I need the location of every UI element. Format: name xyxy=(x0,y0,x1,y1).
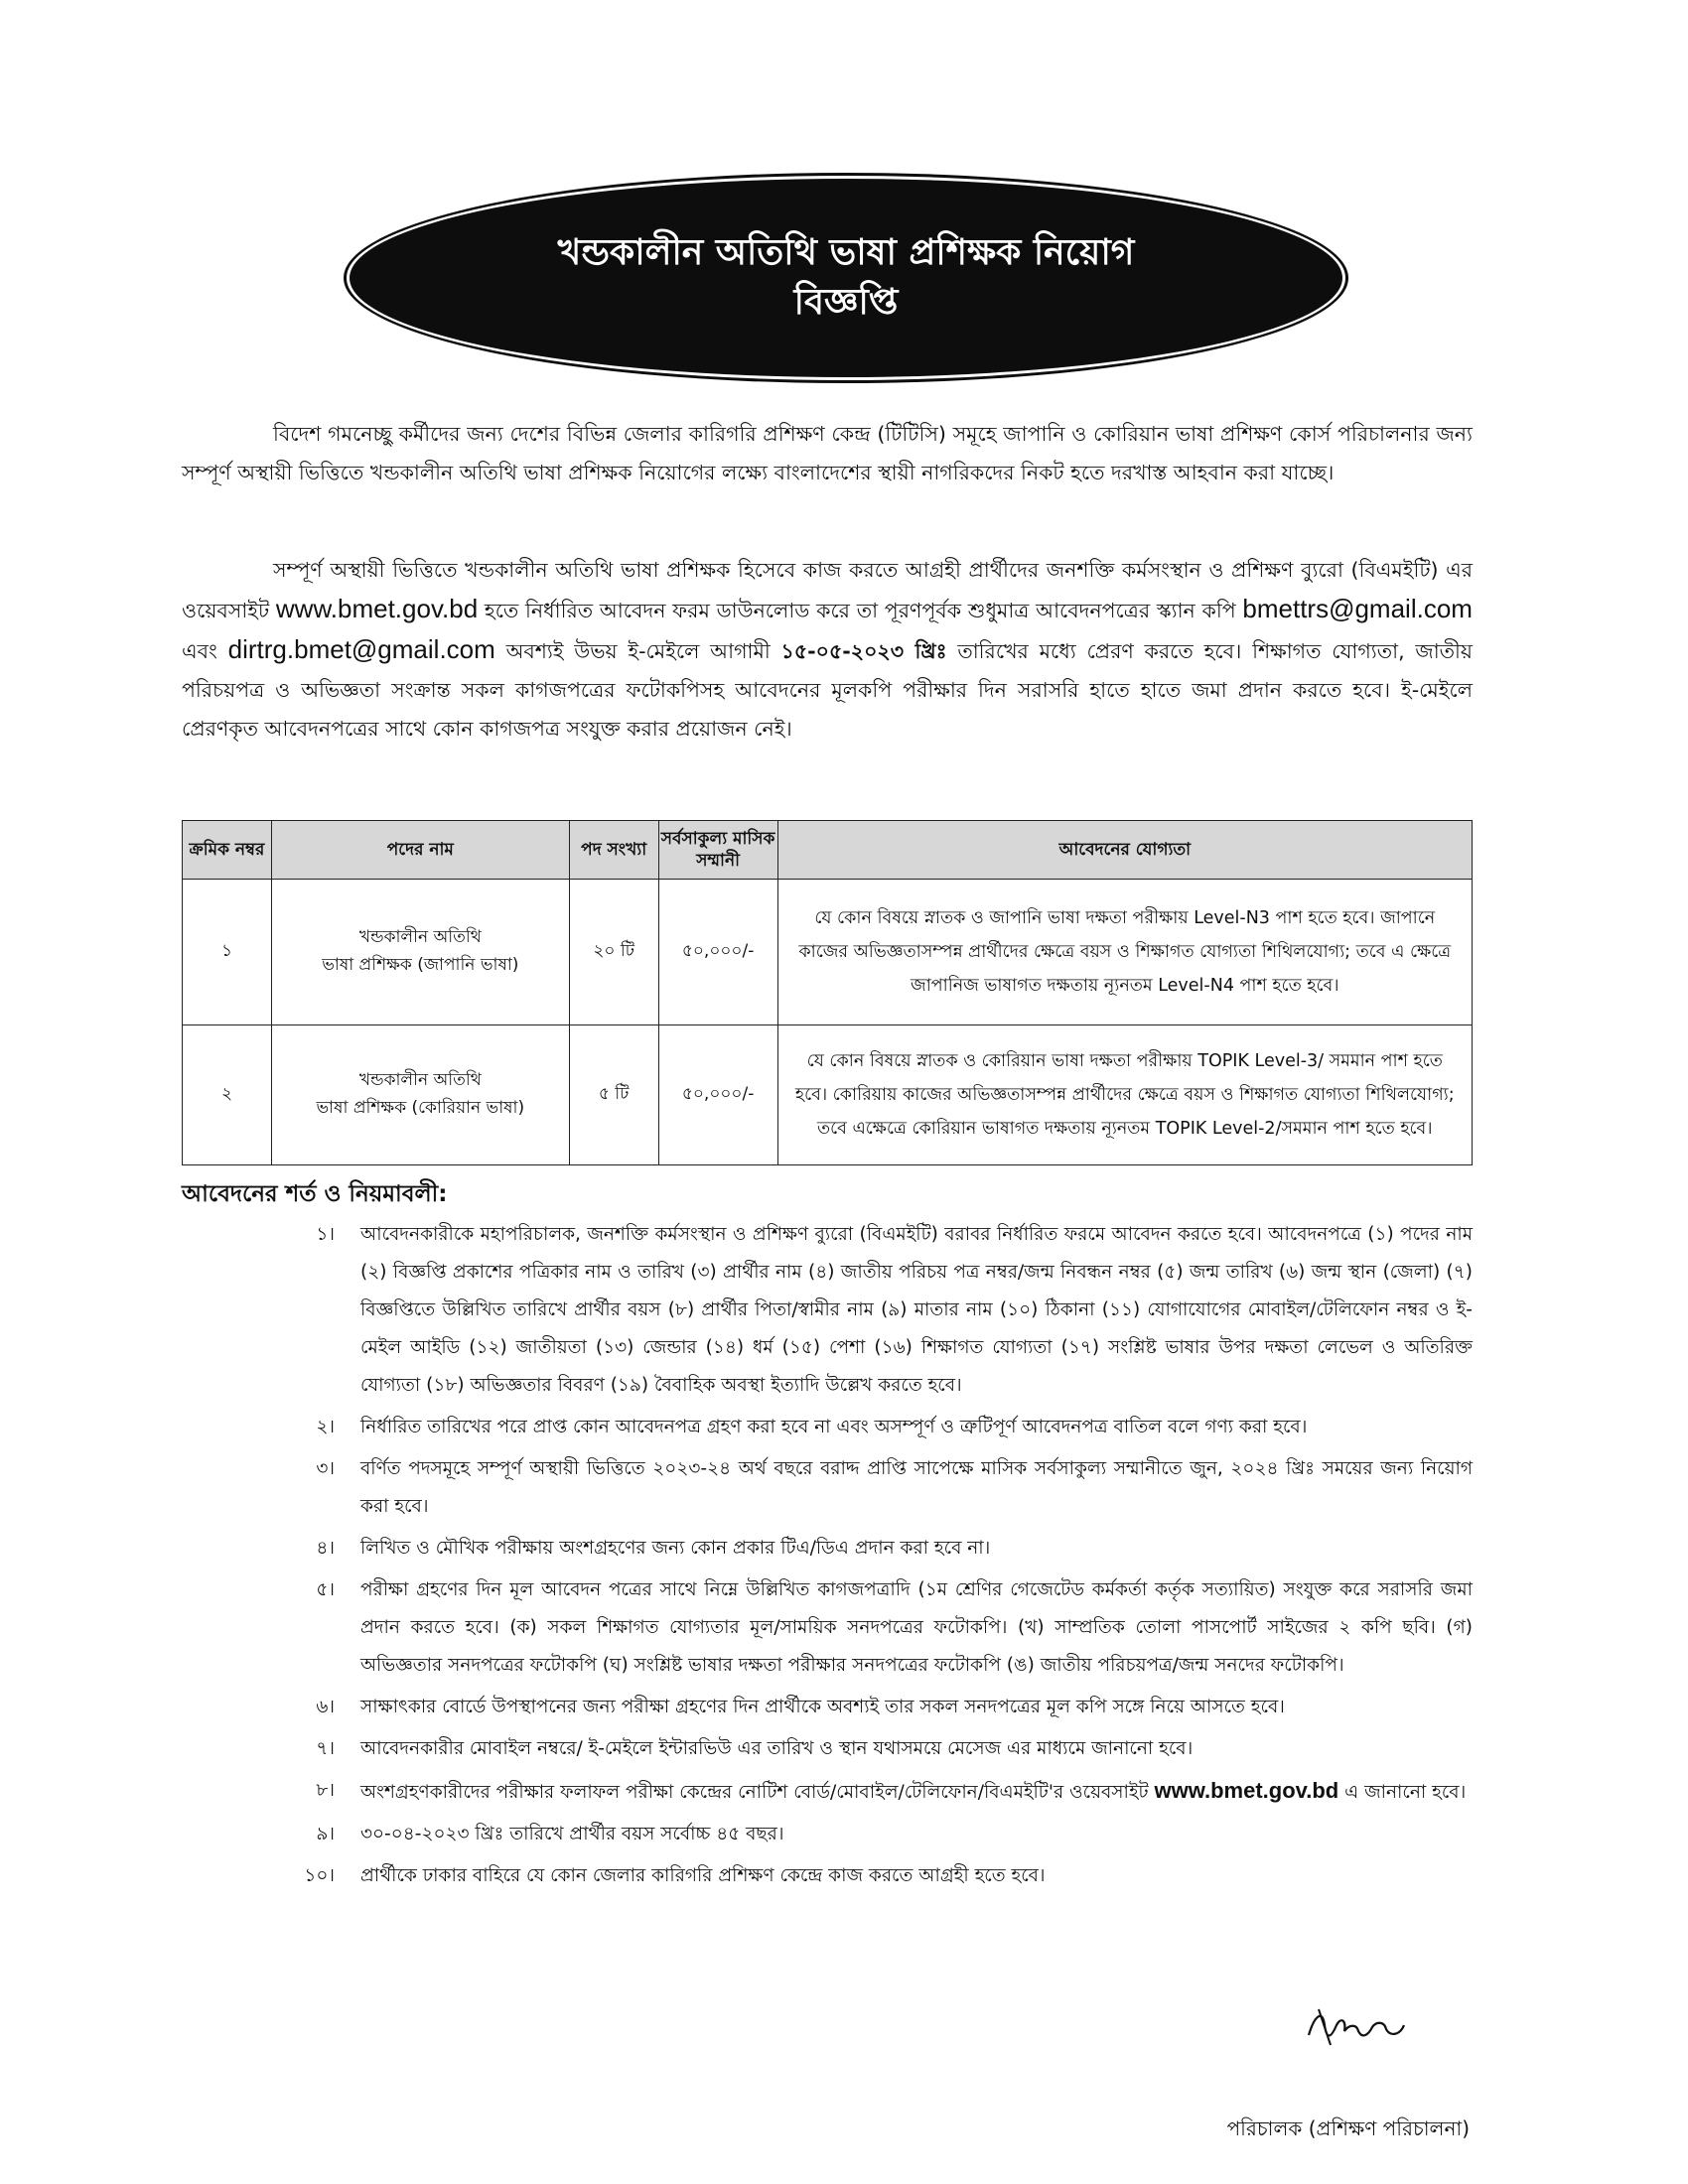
list-item: ১। আবেদনকারীকে মহাপরিচালক, জনশক্তি কর্মসংস্থান ও প্রশিক্ষণ ব্যুরো (বিএমইটি) বরাবর নির্ধারিত ফরমে আবেদন করতে হবে। আবেদনপত্রে (১) পদের নাম (২) বিজ্ঞপ্তি প্রকাশের পত্রিকার নাম ও তারিখ (৩) প্রার্থীর নাম (৪) জাতীয় পরিচয় পত্র নম্বর/জন্ম নিবন্ধন নম্বর (৫) জন্ম তারিখ (৬) জন্ম স্থান (জেলা) (৭) বিজ্ঞপ্তিতে উল্লিখিত তারিখে প্রার্থীর বয়স (৮) প্রার্থীর পিতা/স্বামীর নাম (৯) মাতার নাম (১০) ঠিকানা (১১) যোগাযোগের মোবাইল/টেলিফোন নম্বর ও ই-মেইল আইডি (১২) জাতীয়তা (১৩) জেন্ডার (১৪) ধর্ম (১৫) পেশা (১৬) শিক্ষাগত যোগ্যতা (১৭) সংশ্লিষ্ট ভাষার উপর দক্ষতা লেভেল ও অতিরিক্ত যোগ্যতা (১৮) অভিজ্ঞতার বিবরণ (১৯) বৈবাহিক অবস্থা ইত্যাদি উল্লেখ করতে হবে। xyxy=(316,1224,1473,1396)
list-item: ৯। ৩০-০৪-২০২৩ খ্রিঃ তারিখে প্রার্থীর বয়স সর্বোচ্চ ৪৫ বছর। xyxy=(316,1824,784,1844)
conditions-list xyxy=(182,1216,1473,1899)
cell-serial: ১ xyxy=(183,880,272,1025)
cell-salary: ৫০,০০০/- xyxy=(658,880,777,1025)
website-link[interactable]: www.bmet.gov.bd xyxy=(1154,1778,1339,1803)
intro-paragraph-1: বিদেশ গমনেচ্ছু কর্মীদের জন্য দেশের বিভিন্ন জেলার কারিগরি প্রশিক্ষণ কেন্দ্র (টিটিসি) সমূহে জাপানি ও কোরিয়ান ভাষা প্রশিক্ষণ কোর্স পরিচালনার জন্য সম্পূর্ণ অস্থায়ী ভিত্তিতে খন্ডকালীন অতিথি ভাষা প্রশিক্ষক নিয়োগের লক্ষ্যে বাংলাদেশের স্থায়ী নাগরিকদের নিকট হতে দরখাস্ত আহবান করা যাচ্ছে। xyxy=(182,422,1473,484)
cell-count: ২০ টি xyxy=(569,880,658,1025)
cell-requirement: যে কোন বিষয়ে স্নাতক ও জাপানি ভাষা দক্ষতা পরীক্ষায় Level-N3 পাশ হতে হবে। জাপানে কাজের অভিজ্ঞতাসম্পন্ন প্রার্থীদের ক্ষেত্রে বয়স ও শিক্ষাগত যোগ্যতা শিথিলযোগ্য; তবে এ ক্ষেত্রে জাপানিজ ভাষাগত দক্ষতায় ন্যূনতম Level-N4 পাশ হতে হবে। xyxy=(777,880,1472,1025)
list-item: ৪। লিখিত ও মৌখিক পরীক্ষায় অংশগ্রহণের জন্য কোন প্রকার টিএ/ডিএ প্রদান করা হবে না। xyxy=(316,1538,991,1559)
list-item: ৫। পরীক্ষা গ্রহণের দিন মূল আবেদন পত্রের সাথে নিম্নে উল্লিখিত কাগজপত্রাদি (১ম শ্রেণির গেজেটেড কর্মকর্তা কর্তৃক সত্যায়িত) সংযুক্ত করে সরাসরি জমা প্রদান করতে হবে। (ক) সকল শিক্ষাগত যোগ্যতার মূল/সাময়িক সনদপত্রের ফটোকপি। (খ) সাম্প্রতিক তোলা পাসপোর্ট সাইজের ২ কপি ছবি। (গ) অভিজ্ঞতার সনদপত্রের ফটোকপি (ঘ) সংশ্লিষ্ট ভাষার দক্ষতা পরীক্ষার সনদপত্রের ফটোকপি (ঙ) জাতীয় পরিচয়পত্র/জন্ম সনদের ফটোকপি। xyxy=(316,1579,1473,1676)
notice-subtitle: বিজ্ঞপ্তি xyxy=(793,282,899,323)
list-item: ৬। সাক্ষাৎকার বোর্ডে উপস্থাপনের জন্য পরীক্ষা গ্রহণের দিন প্রার্থীকে অবশ্যই তার সকল সনদপত্রের মূল কপি সঙ্গে নিয়ে আসতে হবে। xyxy=(316,1697,1285,1717)
cell-requirement: যে কোন বিষয়ে স্নাতক ও কোরিয়ান ভাষা দক্ষতা পরীক্ষায় TOPIK Level-3/ সমমান পাশ হতে হবে। কোরিয়ায় কাজের অভিজ্ঞতাসম্পন্ন প্রার্থীদের ক্ষেত্রে বয়স ও শিক্ষাগত যোগ্যতা শিথিলযোগ্য; তবে এক্ষেত্রে কোরিয়ান ভাষাগত দক্ষতায় ন্যূনতম TOPIK Level-2/সমমান পাশ হতে হবে। xyxy=(777,1025,1472,1165)
posts-table xyxy=(182,820,1473,1165)
list-item: ১০। প্রার্থীকে ঢাকার বাহিরে যে কোন জেলার কারিগরি প্রশিক্ষণ কেন্দ্রে কাজ করতে আগ্রহী হতে হবে। xyxy=(304,1865,1046,1886)
intro-paragraph-2: সম্পূর্ণ অস্থায়ী ভিত্তিতে খন্ডকালীন অতিথি ভাষা প্রশিক্ষক হিসেবে কাজ করতে আগ্রহী প্রার্থীদের জনশক্তি কর্মসংস্থান ও প্রশিক্ষণ ব্যুরো (বিএমইটি) এর ওয়েবসাইট www.bmet.gov.bd হতে নির্ধারিত আবেদন ফরম ডাউনলোড করে তা পূরণপূর্বক শুধুমাত্র আবেদনপত্রের স্ক্যান কপি bmettrs@gmail.com এবং dirtrg.bmet@gmail.com অবশ্যই উভয় ই-মেইলে আগামী ১৫-০৫-২০২৩ খ্রিঃ তারিখের মধ্যে প্রেরণ করতে হবে। শিক্ষাগত যোগ্যতা, জাতীয় পরিচয়পত্র ও অভিজ্ঞতা সংক্রান্ত সকল কাগজপত্রের ফটোকপিসহ আবেদনের মূলকপি পরীক্ষার দিন সরাসরি হাতে হাতে জমা প্রদান করতে হবে। ই-মেইলে প্রেরণকৃত আবেদনপত্রের সাথে কোন কাগজপত্র সংযুক্ত করার প্রয়োজন নেই। xyxy=(182,558,1473,741)
deadline-date: ১৫-০৫-২০২৩ খ্রিঃ xyxy=(780,639,947,663)
cell-post: খন্ডকালীন অতিথি ভাষা প্রশিক্ষক (জাপানি ভাষা) xyxy=(271,880,569,1025)
website-link[interactable]: www.bmet.gov.bd xyxy=(275,594,479,623)
notice-title: খন্ডকালীন অতিথি ভাষা প্রশিক্ষক নিয়োগ xyxy=(557,232,1135,273)
header-count: পদ সংখ্যা xyxy=(569,821,658,880)
table-row xyxy=(183,880,1473,1025)
list-item: ৩। বর্ণিত পদসমূহে সম্পূর্ণ অস্থায়ী ভিত্তিতে ২০২৩-২৪ অর্থ বছরে বরাদ্দ প্রাপ্তি সাপেক্ষে মাসিক সর্বসাকুল্য সম্মানীতে জুন, ২০২৪ খ্রিঃ সময়ের জন্য নিয়োগ করা হবে। xyxy=(316,1458,1473,1517)
list-item: ৭। আবেদনকারীর মোবাইল নম্বরে/ ই-মেইলে ইন্টারভিউ এর তারিখ ও স্থান যথাসময়ে মেসেজ এর মাধ্যমে জানানো হবে। xyxy=(316,1738,1194,1759)
email-link-1[interactable]: bmettrs@gmail.com xyxy=(1242,594,1473,623)
cell-serial: ২ xyxy=(183,1025,272,1165)
cell-count: ৫ টি xyxy=(569,1025,658,1165)
header-requirement: আবেদনের যোগ্যতা xyxy=(777,821,1472,880)
header-salary: সর্বসাকুল্য মাসিক সম্মানী xyxy=(658,821,777,880)
list-item: ৮। অংশগ্রহণকারীদের পরীক্ষার ফলাফল পরীক্ষা কেন্দ্রের নোটিশ বোর্ড/মোবাইল/টেলিফোন/বিএমইটি'র ওয়েবসাইট www.bmet.gov.bd এ জানানো হবে। xyxy=(316,1778,1467,1803)
cell-post: খন্ডকালীন অতিথি ভাষা প্রশিক্ষক (কোরিয়ান ভাষা) xyxy=(271,1025,569,1165)
table-row xyxy=(183,1025,1473,1165)
signatory-designation: পরিচালক (প্রশিক্ষণ পরিচালনা) xyxy=(1226,2116,1470,2140)
title-banner xyxy=(350,179,1342,377)
signature xyxy=(1301,1995,1410,2055)
email-link-2[interactable]: dirtrg.bmet@gmail.com xyxy=(227,634,495,664)
conditions-heading: আবেদনের শর্ত ও নিয়মাবলী: xyxy=(182,1181,448,1207)
table-header-row xyxy=(183,821,1473,880)
list-item: ২। নির্ধারিত তারিখের পরে প্রাপ্ত কোন আবেদনপত্র গ্রহণ করা হবে না এবং অসম্পূর্ণ ও ত্রুটিপূর্ণ আবেদনপত্র বাতিল বলে গণ্য করা হবে। xyxy=(316,1417,1308,1437)
cell-salary: ৫০,০০০/- xyxy=(658,1025,777,1165)
header-post: পদের নাম xyxy=(271,821,569,880)
header-serial: ক্রমিক নম্বর xyxy=(183,821,272,880)
